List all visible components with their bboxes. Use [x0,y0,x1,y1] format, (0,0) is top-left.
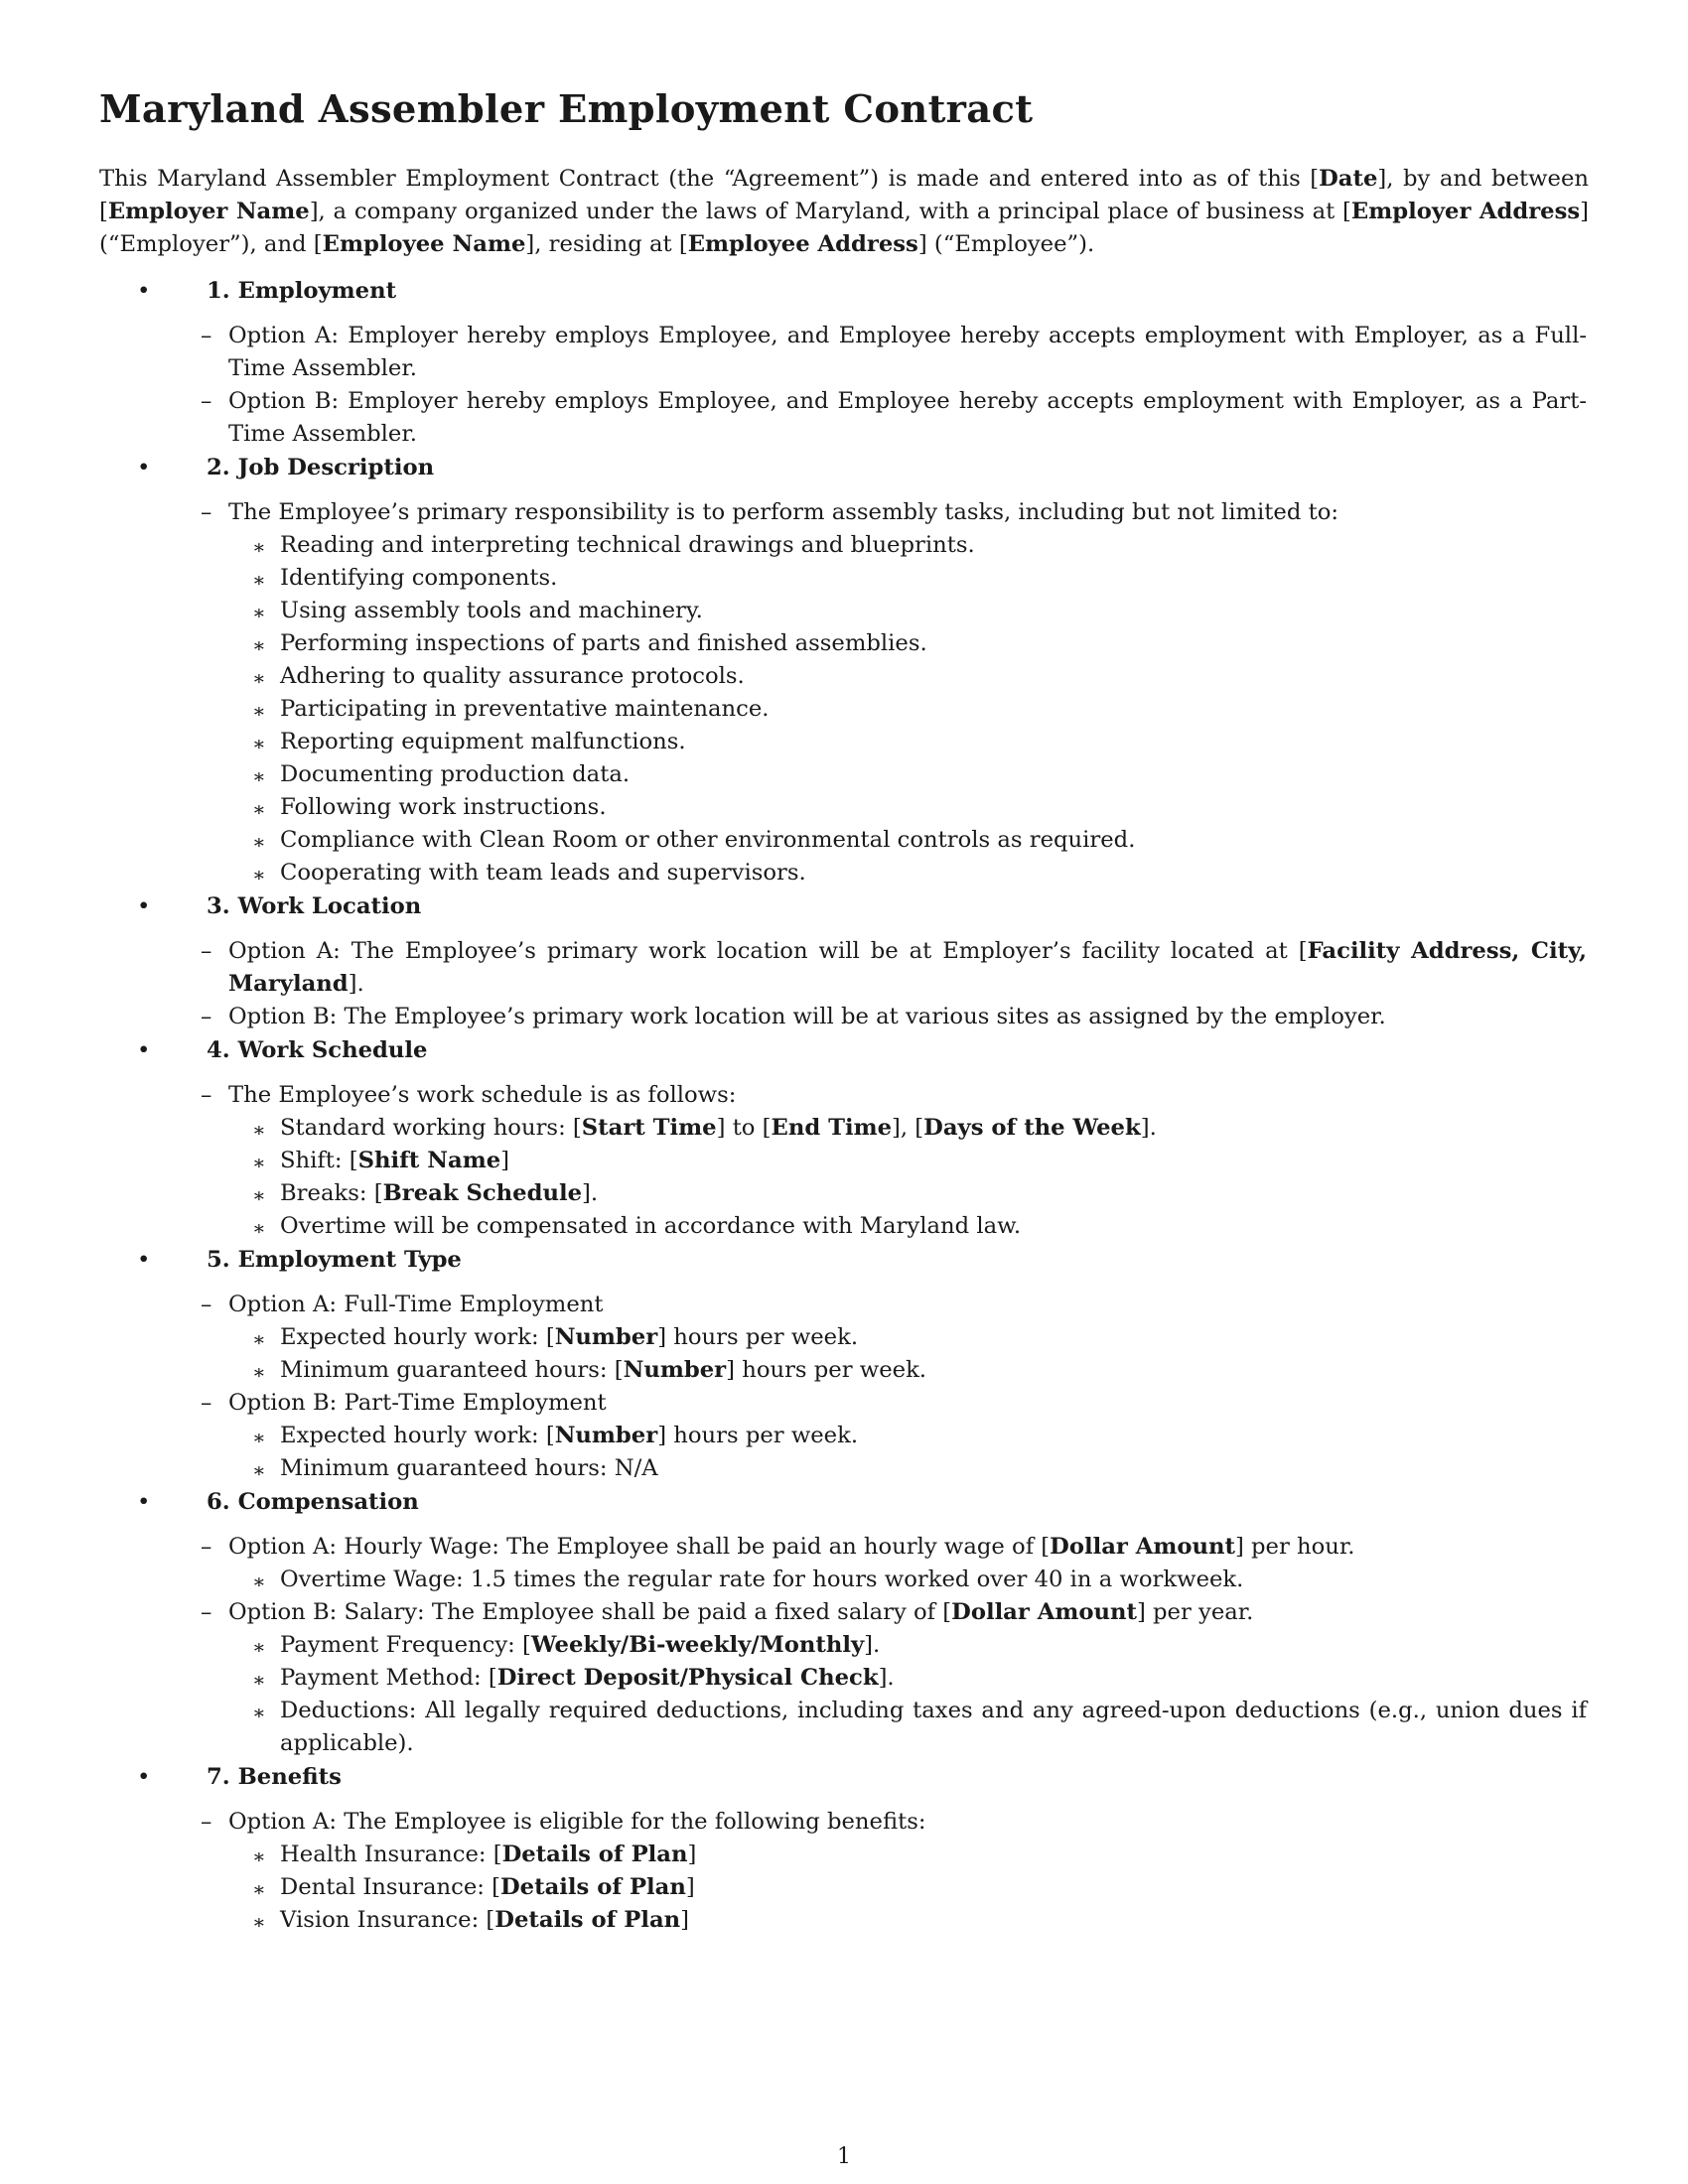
page-number: 1 [837,2144,851,2169]
sub-item: ∗ Reading and interpreting technical drawings and blueprints. [252,532,975,559]
employee-name-field: Employee Name [322,231,526,257]
dollar-amount-field: Dollar Amount [951,1599,1137,1625]
dollar-amount-field: Dollar Amount [1050,1534,1235,1560]
facility-address-field: Facility Address, City, Maryland [228,938,1587,997]
sub-item: ∗ Breaks: [Break Schedule]. [252,1180,599,1207]
sub-item: ∗ Cooperating with team leads and supervisors. [252,860,806,887]
sub-item: ∗ Payment Method: [Direct Deposit/Physical Check]. [252,1665,895,1692]
section-work-schedule [99,1033,1589,1243]
payment-frequency-field: Weekly/Bi-weekly/Monthly [530,1632,865,1658]
employer-address-field: Employer Address [1350,199,1581,224]
sub-item: ∗ Minimum guaranteed hours: N/A [252,1455,658,1482]
section-heading: • 1. Employment [99,274,1589,308]
section-compensation [99,1485,1589,1760]
bullet-icon: • [137,455,151,480]
sub-item: ∗ Dental Insurance: [Details of Plan] [252,1874,695,1901]
bullet-icon: • [137,1247,151,1273]
sub-item: ∗ Using assembly tools and machinery. [252,598,703,624]
list-item: – Option A: The Employee’s primary work location will be at Employer’s facility located at [Facility Address, City, Maryland]. [201,938,1587,997]
list-item: – Option B: Part-Time Employment [201,1390,607,1416]
sub-item: ∗ Following work instructions. [252,794,607,821]
number-field: Number [554,1324,658,1350]
sub-item: ∗ Identifying components. [252,565,558,592]
list-item: – Option A: The Employee is eligible for the following benefits: [201,1809,926,1835]
bullet-icon: • [137,278,151,304]
sub-item: ∗ Expected hourly work: [Number] hours per week. [252,1324,859,1351]
payment-method-field: Direct Deposit/Physical Check [496,1665,879,1691]
section-heading: • 5. Employment Type [99,1243,1589,1277]
employee-address-field: Employee Address [687,231,918,257]
section-heading: • 6. Compensation [99,1485,1589,1519]
sub-item: ∗ Vision Insurance: [Details of Plan] [252,1907,690,1934]
list-item: – Option A: Employer hereby employs Employee, and Employee hereby accepts employment with Employer, as a Full-Time Assembler. [201,323,1587,381]
bullet-icon: • [137,1489,151,1515]
sub-item: ∗ Overtime Wage: 1.5 times the regular rate for hours worked over 40 in a workweek. [252,1567,1244,1593]
list-item: – Option A: Full-Time Employment [201,1292,604,1317]
sub-item: ∗ Documenting production data. [252,761,631,788]
bullet-icon: • [137,1764,151,1790]
start-time-field: Start Time [581,1115,717,1141]
sub-item: ∗ Payment Frequency: [Weekly/Bi-weekly/Monthly]. [252,1632,881,1659]
plan-details-field: Details of Plan [500,1874,686,1900]
list-item: – Option A: Hourly Wage: The Employee shall be paid an hourly wage of [Dollar Amount] per hour. [201,1534,1355,1560]
list-item: – The Employee’s work schedule is as follows: [201,1082,737,1108]
sub-item: ∗ Reporting equipment malfunctions. [252,729,686,755]
section-work-location [99,889,1589,1033]
section-heading: • 2. Job Description [99,451,1589,484]
number-field: Number [554,1423,658,1448]
list-item: – Option B: The Employee’s primary work location will be at various sites as assigned by the employer. [201,1004,1386,1029]
break-schedule-field: Break Schedule [382,1180,582,1206]
shift-name-field: Shift Name [357,1148,501,1173]
bullet-icon: • [137,1037,151,1063]
section-benefits [99,1760,1589,1937]
contract-sections [99,274,1589,1937]
document-title: Maryland Assembler Employment Contract [99,87,1034,132]
plan-details-field: Details of Plan [501,1842,688,1867]
section-employment-type [99,1243,1589,1485]
sub-item: ∗ Standard working hours: [Start Time] to [End Time], [Days of the Week]. [252,1115,1157,1142]
sub-item: ∗ Minimum guaranteed hours: [Number] hours per week. [252,1357,927,1384]
sub-item: ∗ Deductions: All legally required deductions, including taxes and any agreed-upon deductions (e.g., union dues if applicable). [252,1698,1587,1756]
list-item: – The Employee’s primary responsibility is to perform assembly tasks, including but not limited to: [201,499,1339,525]
section-heading: • 7. Benefits [99,1760,1589,1794]
sub-item: ∗ Overtime will be compensated in accordance with Maryland law. [252,1213,1022,1240]
sub-item: ∗ Health Insurance: [Details of Plan] [252,1842,697,1868]
list-item: – Option B: Employer hereby employs Employee, and Employee hereby accepts employment with Employer, as a Part-Time Assembler. [201,388,1587,447]
intro-paragraph: This Maryland Assembler Employment Contract (the “Agreement”) is made and entered into as of this [Date], by and between [Employer Name], a company organized under the laws of Maryland, with a principal place of business at [Employer Address] (“Employer”), and [Employee Name], residing at [Employee Address] (“Employee”). [99,166,1589,257]
employer-name-field: Employer Name [107,199,310,224]
number-field: Number [623,1357,727,1383]
date-field: Date [1319,166,1378,192]
sub-item: ∗ Participating in preventative maintenance. [252,696,770,723]
list-item: – Option B: Salary: The Employee shall be paid a fixed salary of [Dollar Amount] per year. [201,1599,1254,1625]
section-heading: • 4. Work Schedule [99,1033,1589,1067]
days-field: Days of the Week [923,1115,1141,1141]
sub-item: ∗ Performing inspections of parts and finished assemblies. [252,630,927,657]
section-heading: • 3. Work Location [99,889,1589,923]
sub-item: ∗ Expected hourly work: [Number] hours per week. [252,1423,859,1449]
sub-item: ∗ Shift: [Shift Name] [252,1148,510,1174]
section-employment [99,274,1589,451]
bullet-icon: • [137,893,151,919]
sub-item: ∗ Adhering to quality assurance protocols. [252,663,745,690]
end-time-field: End Time [771,1115,893,1141]
plan-details-field: Details of Plan [494,1907,681,1933]
sub-item: ∗ Compliance with Clean Room or other environmental controls as required. [252,827,1136,854]
section-job-description [99,451,1589,889]
